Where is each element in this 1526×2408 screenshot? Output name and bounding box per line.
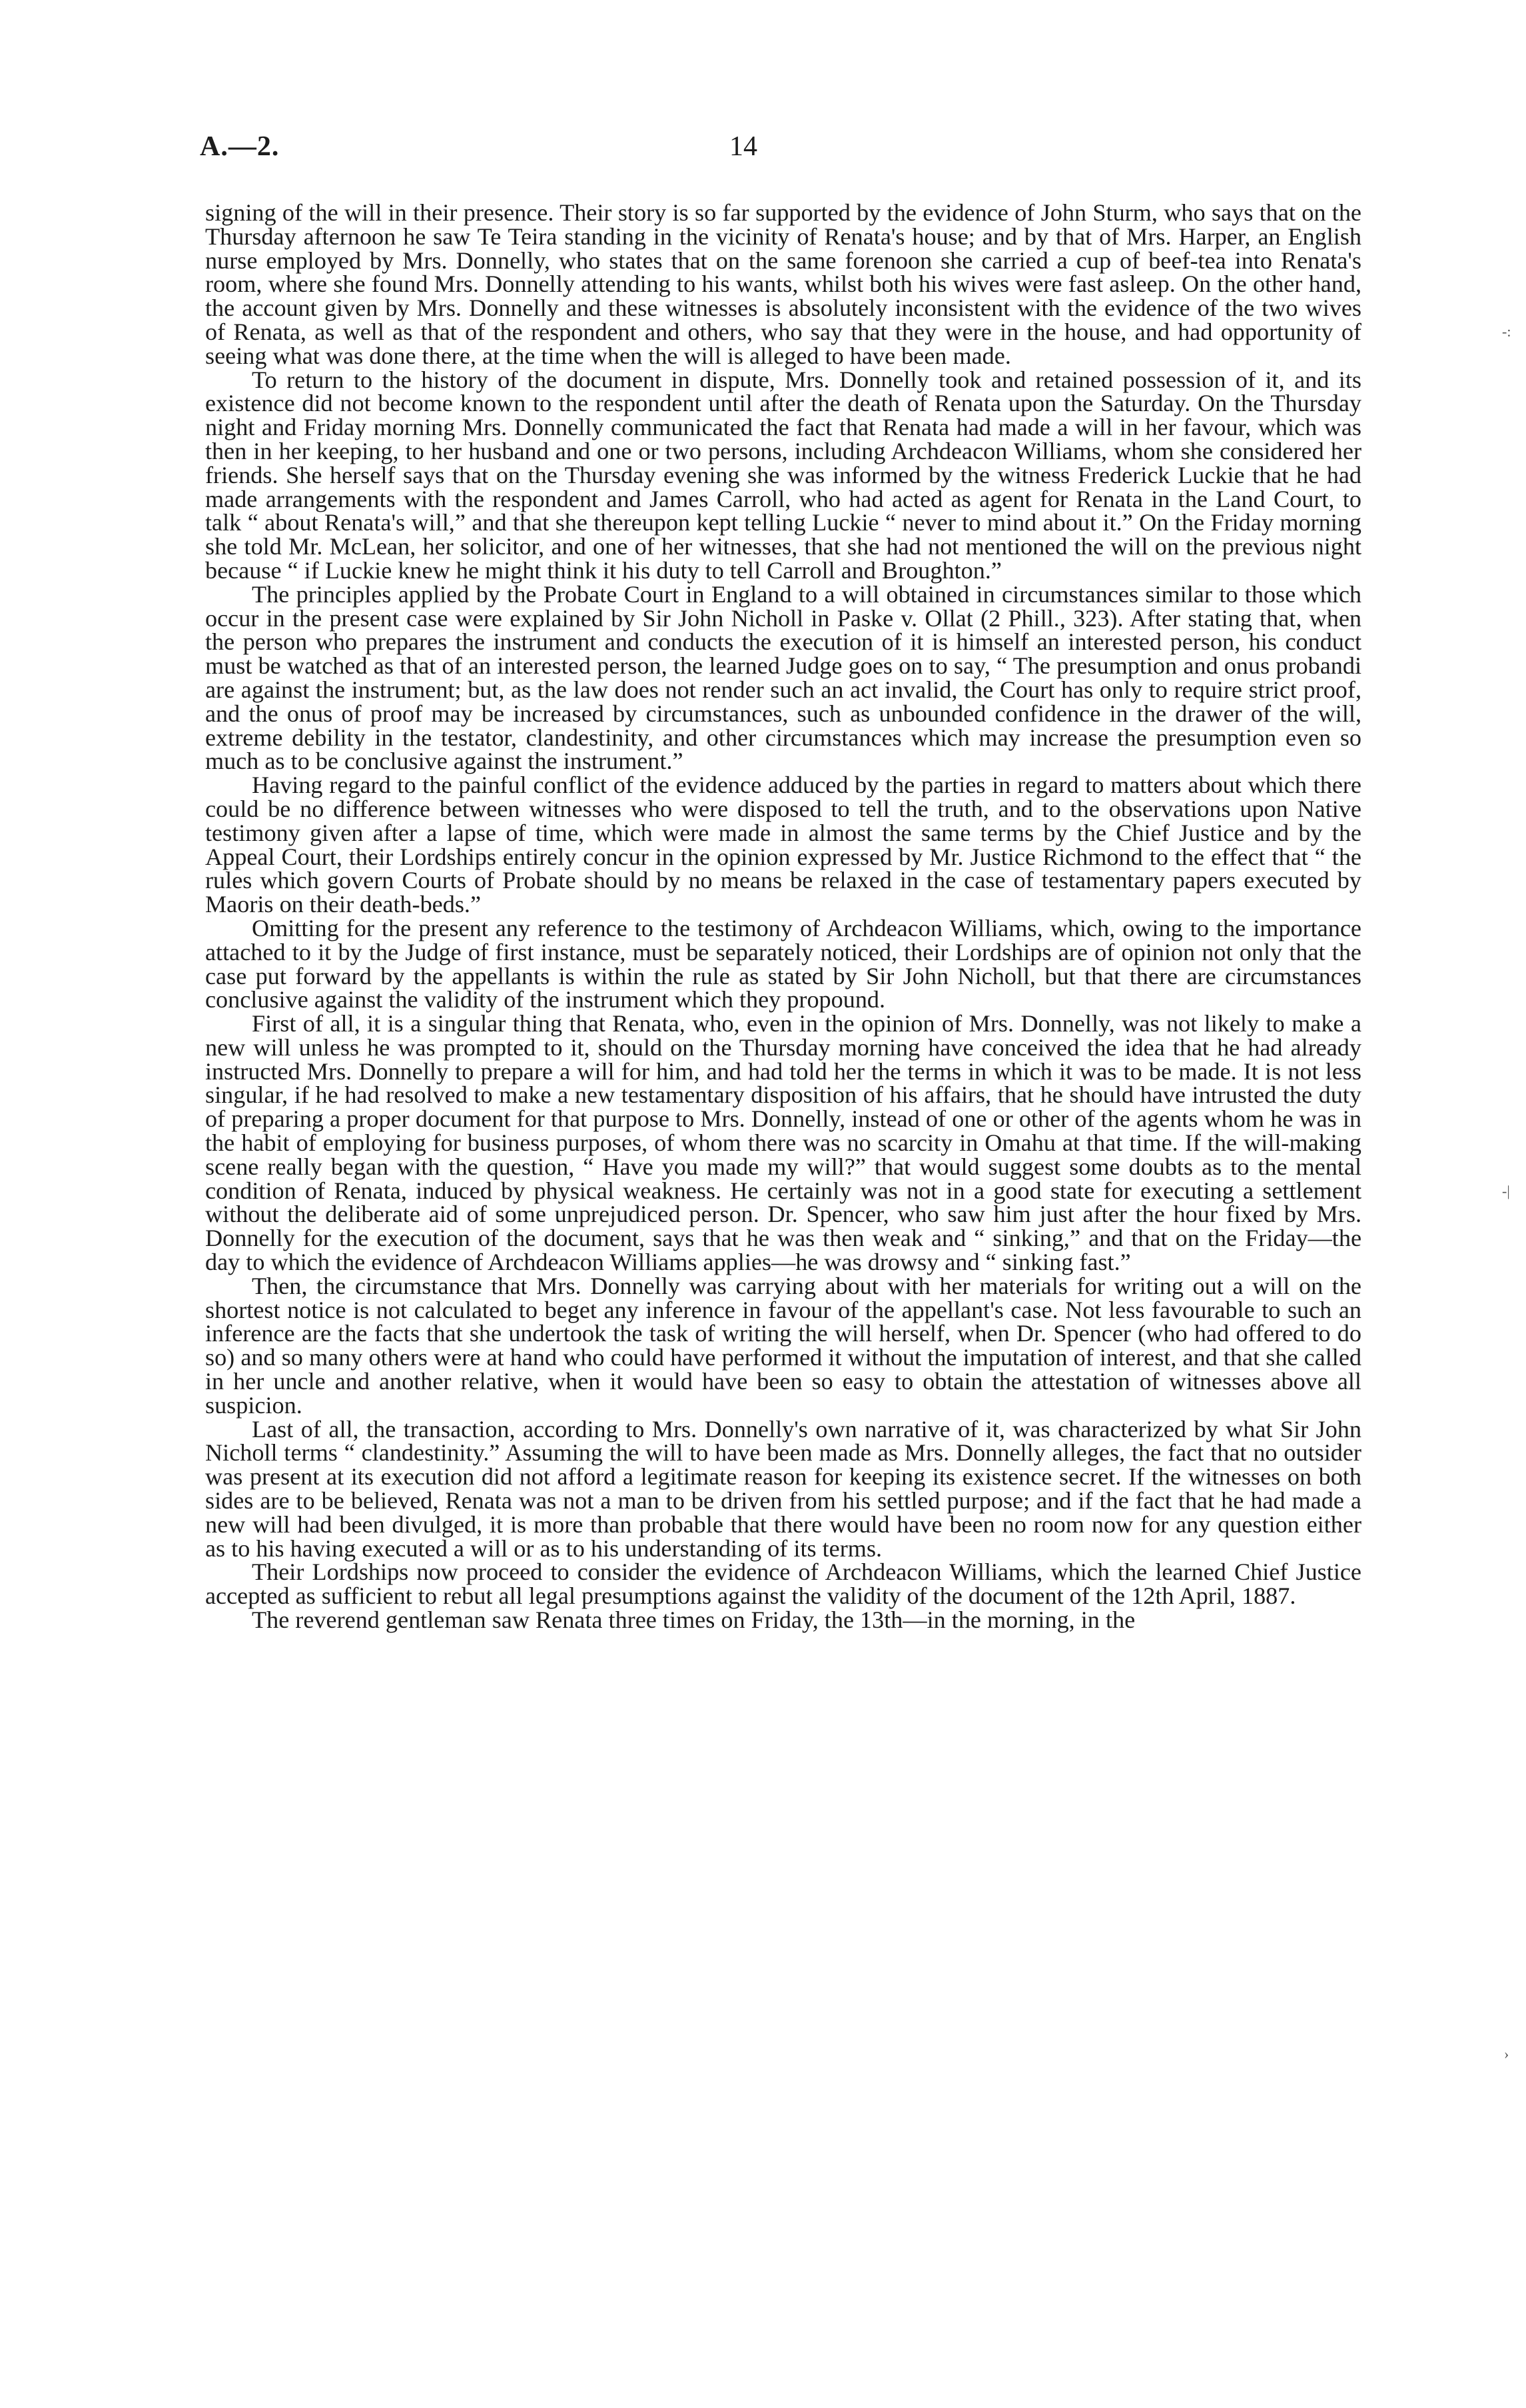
page-header [200,131,1359,171]
paragraph: To return to the history of the document in dispute, Mrs. Donnelly took and retained possession of it, and its existence did not become known to the respondent until after the death of Renata upon the Saturday. On the Thursday night and Friday morning Mrs. Donnelly communicated the fact that Renata had made a will in her favour, which was then in her keeping, to her husband and one or two persons, including Archdeacon Williams, whom she considered her friends. She herself says that on the Thursday evening she was informed by the witness Frederick Luckie that he had made arrangements with the respondent and James Carroll, who had acted as agent for Renata in the Land Court, to talk “ about Renata's will,” and that she thereupon kept telling Luckie “ never to mind about it.” On the Friday morning she told Mr. McLean, her solicitor, and one of her witnesses, that she had not mentioned the will on the previous night because “ if Luckie knew he might think it his duty to tell Carroll and Broughton.” [205,366,1361,584]
page-number: 14 [729,131,757,162]
body-text [205,201,1361,1632]
paragraph: Last of all, the transaction, according to Mrs. Donnelly's own narrative of it, was characterized by what Sir John Nicholl terms “ clandestinity.” Assuming the will to have been made as Mrs. Donnelly alleges, the fact that no outsider was present at its execution did not afford a legitimate reason for keeping its existence secret. If the witnesses on both sides are to be believed, Renata was not a man to be driven from his settled purpose; and if the fact that he had made a new will had been divulged, it is more than probable that there would have been no room now for any question either as to his having executed a will or as to his understanding of its terms. [205,1415,1361,1562]
document-reference: A.—2. [200,131,280,162]
paragraph: First of all, it is a singular thing that Renata, who, even in the opinion of Mrs. Donnelly, was not likely to make a new will unless he was prompted to it, should on the Thursday morning have conceived the idea that he had already instructed Mrs. Donnelly to prepare a will for him, and had told her the terms in which it was to be made. It is not less singular, if he had resolved to make a new testamentary disposition of his affairs, that he should have intrusted the duty of preparing a proper document for that purpose to Mrs. Donnelly, instead of one or other of the agents whom he was in the habit of employing for business purposes, of whom there was no scarcity in Omahu at that time. If the will-making scene really began with the question, “ Have you made my will?” that would suggest some doubts as to the mental condition of Renata, induced by physical weakness. He certainly was not in a good state for executing a settlement without the deliberate aid of some unprejudiced person. Dr. Spencer, who saw him just after the hour fixed by Mrs. Donnelly for the execution of the document, says that he was then weak and “ sinking,” and that on the Friday—the day to which the evidence of Archdeacon Williams applies—he was drowsy and “ sinking fast.” [205,1010,1361,1276]
paragraph: The reverend gentleman saw Renata three times on Friday, the 13th—in the morning, in the [252,1606,1136,1634]
margin-mark: › [1504,2046,1509,2062]
paragraph: Then, the circumstance that Mrs. Donnelly was carrying about with her materials for writing out a will on the shortest notice is not calculated to beget any inference in favour of the appellant's case. Not less favourable to such an inference are the facts that she undertook the task of writing the will herself, when Dr. Spencer (who had offered to do so) and so many others were at hand who could have performed it without the imputation of interest, and that she called in her uncle and another relative, when it would have been so easy to obtain the attestation of witnesses above all suspicion. [205,1272,1361,1419]
margin-mark: -| [1502,1183,1510,1199]
margin-mark: -: [1502,323,1511,340]
paragraph: Having regard to the painful conflict of the evidence adduced by the parties in regard to matters about which there could be no difference between witnesses who were disposed to tell the truth, and to the observations upon Native testimony given after a lapse of time, which were made in almost the same terms by the Chief Justice and by the Appeal Court, their Lordships entirely concur in the opinion expressed by Mr. Justice Richmond to the effect that “ the rules which govern Courts of Probate should by no means be relaxed in the case of testamentary papers executed by Maoris on their death-beds.” [205,772,1361,918]
paragraph: Omitting for the present any reference to the testimony of Archdeacon Williams, which, owing to the importance attached to it by the Judge of first instance, must be separately noticed, their Lordships are of opinion not only that the case put forward by the appellants is within the rule as stated by Sir John Nicholl, but that there are circumstances conclusive against the validity of the instrument which they propound. [205,914,1361,1013]
paragraph: Their Lordships now proceed to consider the evidence of Archdeacon Williams, which the learned Chief Justice accepted as sufficient to rebut all legal presumptions against the validity of the document of the 12th April, 1887. [205,1558,1361,1610]
paragraph: signing of the will in their presence. Their story is so far supported by the evidence of John Sturm, who says that on the Thursday afternoon he saw Te Teira standing in the vicinity of Renata's house; and by that of Mrs. Harper, an English nurse employed by Mrs. Donnelly, who states that on the same forenoon she carried a cup of beef-tea into Renata's room, where she found Mrs. Donnelly attending to his wants, whilst both his wives were fast asleep. On the other hand, the account given by Mrs. Donnelly and these witnesses is absolutely inconsistent with the evidence of the two wives of Renata, as well as that of the respondent and others, who say that they were in the house, and had opportunity of seeing what was done there, at the time when the will is alleged to have been made. [205,199,1361,369]
paragraph: The principles applied by the Probate Court in England to a will obtained in circumstances similar to those which occur in the present case were explained by Sir John Nicholl in Paske v. Ollat (2 Phill., 323). After stating that, when the person who prepares the instrument and conducts the execution of it is himself an interested person, his conduct must be watched as that of an interested person, the learned Judge goes on to say, “ The presumption and onus probandi are against the instrument; but, as the law does not render such an act invalid, the Court has only to require strict proof, and the onus of proof may be increased by circumstances, such as unbounded confidence in the drawer of the will, extreme debility in the testator, clandestinity, and other circumstances which may increase the presumption even so much as to be conclusive against the instrument.” [205,580,1361,775]
